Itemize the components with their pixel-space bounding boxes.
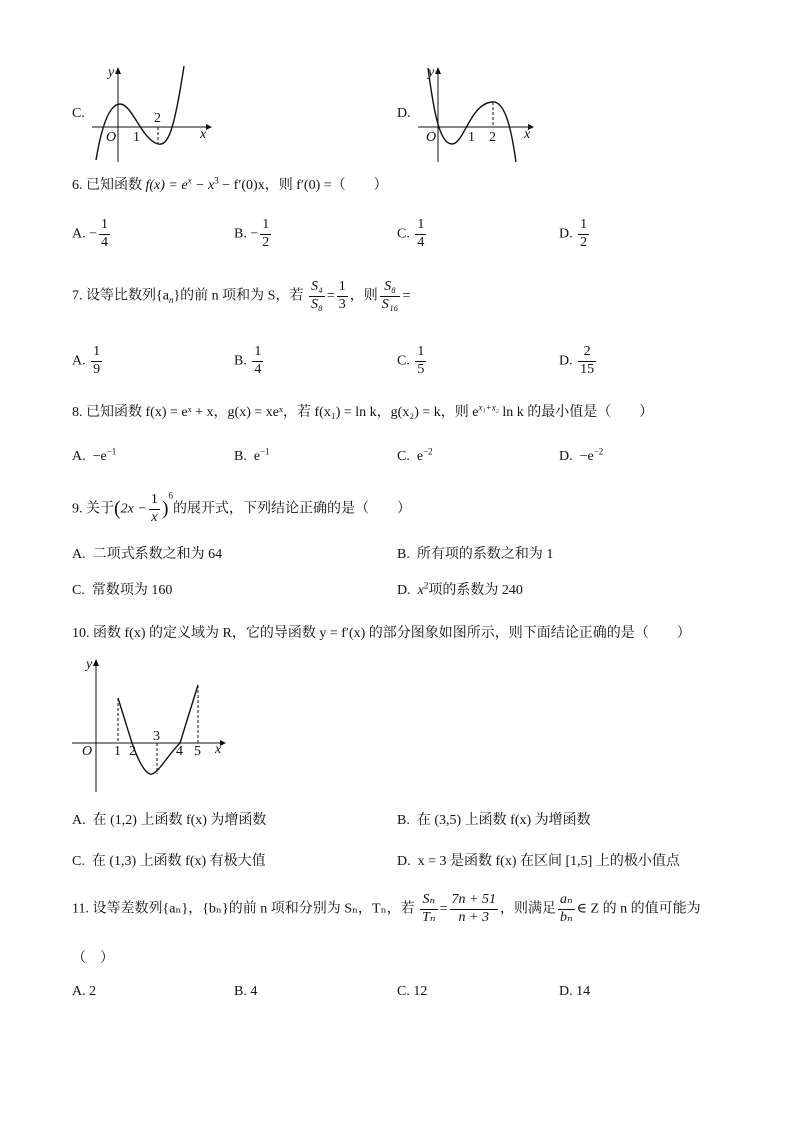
option-value: e [253, 449, 261, 464]
frac-num: 1 [252, 345, 263, 362]
option-label: C. [397, 226, 410, 242]
q6-option-d[interactable] [559, 218, 591, 250]
q10-tick-3: 3 [153, 729, 160, 744]
option-label: A. [72, 547, 86, 562]
q10-option-d[interactable] [397, 855, 680, 869]
option-label: D. [397, 583, 411, 598]
q5c-origin-label: O [106, 130, 117, 145]
option-label: C. [397, 984, 410, 999]
option-label: A. [72, 449, 86, 464]
q7-frac1-num: S₄ [309, 280, 325, 297]
option-exp: −2 [593, 446, 604, 457]
q9-open-paren: ( [114, 497, 121, 520]
q10-tick-2: 2 [129, 744, 136, 759]
q11-frac3-den: bₙ [559, 909, 573, 925]
option-sign: − [89, 226, 98, 242]
q9-option-d[interactable] [397, 580, 523, 598]
option-label: D. [559, 353, 573, 369]
option-text: 在 (1,3) 上函数 f(x) 有极大值 [91, 854, 266, 869]
q9-inner: 2x − [120, 501, 147, 517]
option-text: 二项式系数之和为 64 [92, 547, 223, 562]
frac-den: 4 [417, 234, 425, 250]
q9-suffix: 的展开式，下列结论正确的是（ ） [173, 501, 412, 517]
option-label: A. [72, 813, 86, 828]
frac-num: 1 [415, 218, 426, 235]
q9-option-a[interactable] [72, 548, 222, 562]
q7-frac3-num: S₈ [380, 280, 401, 297]
question-6-stem [72, 175, 388, 193]
frac-num: 1 [260, 218, 271, 235]
option-value: e [416, 449, 424, 464]
q10-tick-1: 1 [114, 744, 121, 759]
q9-power: 6 [168, 490, 174, 501]
option-text: 在 (1,2) 上函数 f(x) 为增函数 [92, 813, 267, 828]
option-label: D. [559, 449, 573, 464]
q6-option-a[interactable] [72, 218, 112, 250]
question-9-stem [72, 490, 412, 525]
frac-den: 4 [101, 234, 109, 250]
q5c-x-axis-label: x [200, 127, 207, 142]
q5d-tick-2: 2 [489, 130, 496, 145]
q7-text3: ，若 [275, 288, 304, 304]
q7-frac3-den: S₁₆ [381, 296, 399, 312]
q7-frac1-den: S₈ [310, 296, 323, 312]
question-11-stem [72, 893, 701, 925]
q7-text4: ，则 [349, 288, 378, 304]
q11-option-b[interactable] [234, 985, 257, 999]
option-label: B. [397, 813, 410, 828]
q9-frac-num: 1 [149, 493, 160, 510]
q7-tail: = [402, 288, 411, 304]
q6-rest2: − f′(0)x，则 f′(0) =（ ） [218, 178, 388, 193]
q7-option-d[interactable] [559, 345, 598, 377]
option-label: B. [234, 449, 247, 464]
option-label: D. [559, 984, 573, 999]
q7-text1: 设等比数列{a [86, 288, 169, 304]
q11-text2: ，则满足 [499, 901, 556, 917]
q7-frac2-num: 1 [337, 280, 348, 297]
q5d-x-axis-label: x [524, 127, 531, 142]
q10-text: 函数 f(x) 的定义域为 R，它的导函数 y = f′(x) 的部分图象如图所示，则下面结论正确的是（ ） [93, 626, 691, 641]
q6-func: f(x) = e [145, 178, 188, 193]
q6-number: 6. [72, 178, 83, 193]
frac-den: 2 [262, 234, 270, 250]
frac-num: 1 [91, 345, 102, 362]
option-value: 14 [576, 984, 591, 999]
option-value: 4 [250, 984, 258, 999]
option-label: A. [72, 353, 86, 369]
frac-den: 2 [580, 234, 588, 250]
option-value: −e [579, 449, 594, 464]
q9-close-paren: ) [161, 497, 169, 520]
q7-option-c[interactable] [397, 345, 428, 377]
option-value: −e [92, 449, 107, 464]
q11-bracket: （ ） [72, 951, 114, 966]
q10-number: 10. [72, 626, 90, 641]
frac-den: 15 [580, 361, 595, 377]
q9-number: 9. [72, 501, 83, 517]
frac-num: 1 [99, 218, 110, 235]
q8-number: 8. [72, 405, 83, 420]
option-label: C. [397, 449, 410, 464]
q8-option-a[interactable] [72, 446, 117, 464]
q7-option-a[interactable] [72, 345, 104, 377]
frac-den: 9 [93, 361, 101, 377]
q6-cube: 3 [214, 175, 219, 186]
q5-option-d-label[interactable]: D. [397, 106, 411, 121]
q6-option-b[interactable] [234, 218, 273, 250]
option-sign: − [250, 226, 259, 242]
option-exp: −1 [260, 446, 270, 457]
option-label: D. [559, 226, 573, 242]
question-7-stem [72, 280, 410, 312]
q5c-tick-2: 2 [154, 111, 161, 126]
option-value: 12 [413, 984, 428, 999]
option-text: 常数项为 160 [91, 583, 173, 598]
frac-num: 1 [415, 345, 426, 362]
frac-num: 2 [578, 345, 596, 362]
q8-option-b[interactable] [234, 446, 270, 464]
question-8-stem [72, 402, 654, 420]
q8-tail: ln k 的最小值是（ ） [498, 405, 654, 420]
q10-option-c[interactable] [72, 855, 266, 869]
q9-frac-den: x [151, 509, 158, 525]
option-label: B. [397, 547, 410, 562]
q11-frac2-num: 7n + 51 [450, 893, 498, 910]
q8-text: 已知函数 f(x) = eˣ + x，g(x) = xeˣ，若 f(x₁) = ln k，g(x₂) = k，则 e [86, 405, 479, 420]
q10-derivative-graph [70, 652, 240, 797]
q5d-origin-label: O [426, 130, 437, 145]
q9-prefix: 关于 [86, 501, 114, 517]
q10-option-b[interactable] [397, 814, 591, 828]
q8-exp: x₁+x₂ [478, 402, 499, 413]
q7-number: 7. [72, 288, 83, 304]
frac-den: 5 [417, 361, 425, 377]
option-label: B. [234, 984, 247, 999]
q11-option-c[interactable] [397, 985, 427, 999]
q10-origin-label: O [82, 744, 93, 759]
option-exp: −1 [106, 446, 117, 457]
q10-x-axis-label: x [215, 742, 222, 757]
option-text: 在 (3,5) 上函数 f(x) 为增函数 [416, 813, 591, 828]
frac-den: 4 [254, 361, 262, 377]
option-var: x [417, 583, 424, 598]
q7-text2: }的前 n 项和为 S [173, 288, 276, 304]
q11-frac1-den: Tₙ [422, 909, 436, 925]
q8-option-c[interactable] [397, 446, 433, 464]
q5d-y-axis-label: y [428, 65, 435, 80]
option-label: C. [72, 854, 85, 869]
q11-text3: ∈ Z 的 n 的值可能为 [576, 901, 701, 917]
q8-option-d[interactable] [559, 446, 604, 464]
q11-eq: = [439, 901, 448, 917]
option-text: x = 3 是函数 f(x) 在区间 [1,5] 上的极小值点 [417, 854, 680, 869]
option-sup: 2 [423, 580, 429, 591]
q10-option-a[interactable] [72, 814, 266, 828]
q7-eq: = [326, 288, 335, 304]
option-label: A. [72, 984, 86, 999]
q7-option-b[interactable] [234, 345, 265, 377]
option-value: 2 [89, 984, 97, 999]
q11-frac2-den: n + 3 [458, 909, 489, 925]
q5c-y-axis-label: y [108, 65, 115, 80]
q11-number: 11. [72, 901, 89, 917]
q5-option-c-graph [88, 64, 218, 164]
q11-option-a[interactable] [72, 985, 96, 999]
option-label: B. [234, 226, 247, 242]
q10-tick-5: 5 [194, 744, 201, 759]
q9-option-c[interactable] [72, 584, 172, 598]
option-exp: −2 [423, 446, 433, 457]
q5-option-c-label[interactable]: C. [72, 106, 85, 121]
option-text: 所有项的系数之和为 1 [416, 547, 554, 562]
option-label: B. [234, 353, 247, 369]
q6-rest: − x [191, 178, 215, 193]
q5d-tick-1: 1 [468, 130, 475, 145]
q7-frac2-den: 3 [338, 296, 346, 312]
q10-y-axis-label: y [86, 657, 93, 672]
q6-option-c[interactable] [397, 218, 428, 250]
option-label: C. [397, 353, 410, 369]
q7-sub: n [168, 295, 174, 306]
q6-text1: 已知函数 [86, 178, 142, 193]
option-text: 项的系数为 240 [428, 583, 523, 598]
frac-num: 1 [578, 218, 589, 235]
q11-frac1-num: Sₙ [420, 893, 437, 910]
q11-text1: 设等差数列{aₙ}，{bₙ}的前 n 项和分别为 Sₙ，Tₙ，若 [92, 901, 415, 917]
option-label: C. [72, 583, 85, 598]
option-label: A. [72, 226, 86, 242]
q9-option-b[interactable] [397, 548, 553, 562]
q5c-tick-1: 1 [133, 130, 140, 145]
q6-exp: x [187, 175, 192, 186]
question-10-stem [72, 627, 691, 641]
q10-tick-4: 4 [176, 744, 183, 759]
option-label: D. [397, 854, 411, 869]
q5-option-d-graph [414, 64, 544, 164]
q11-option-d[interactable] [559, 985, 590, 999]
q11-frac3-num: aₙ [558, 893, 575, 910]
